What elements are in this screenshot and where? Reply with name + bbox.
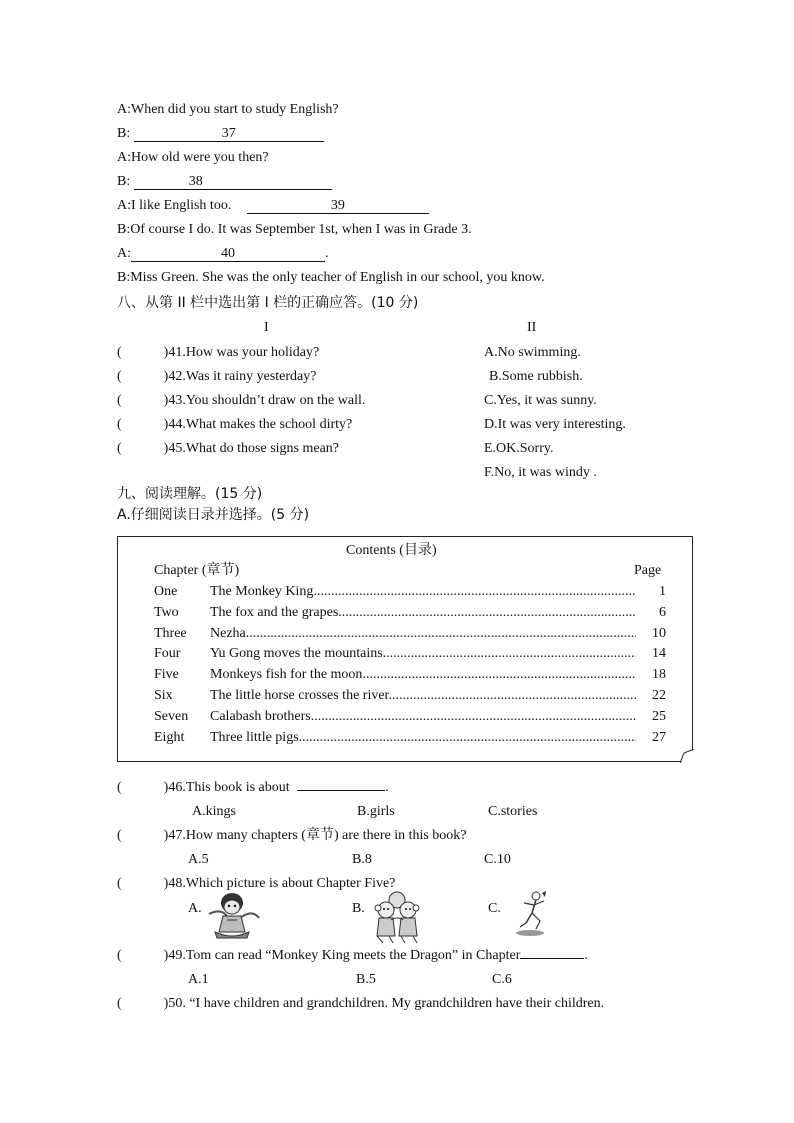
chapter-title-text: Nezha <box>210 626 246 641</box>
question-text: )50. “I have children and grandchildren. My grandchildren have their children. <box>163 996 605 1011</box>
punctuation: . <box>584 948 588 963</box>
chapter-title <box>210 666 636 684</box>
question-text: )46.This book is about <box>163 780 290 795</box>
answer-option-d: D.It was very interesting. <box>484 417 626 432</box>
chapter-number: Two <box>154 605 179 620</box>
speaker-label: A: <box>117 198 131 213</box>
option-47-c: C.10 <box>484 852 511 867</box>
option-48-a: A. <box>188 901 202 916</box>
chapter-title-text: The little horse crosses the river <box>210 688 389 703</box>
speaker-label: B: <box>117 174 131 189</box>
question-43 <box>117 392 365 410</box>
chapter-title-text: The Monkey King <box>210 584 314 599</box>
answer-paren[interactable]: ( <box>117 393 122 408</box>
toc-row <box>154 583 666 601</box>
dialogue-line-7 <box>117 245 329 263</box>
chapter-title <box>210 645 636 663</box>
question-text: )42.Was it rainy yesterday? <box>163 369 317 384</box>
question-50 <box>117 995 604 1013</box>
chapter-number: Five <box>154 667 179 682</box>
answer-paren[interactable]: ( <box>117 369 122 384</box>
question-47 <box>117 827 467 845</box>
dialogue-line-4 <box>117 173 332 191</box>
dialogue-text: Miss Green. She was the only teacher of English in our school, you know. <box>130 270 545 285</box>
punctuation: . <box>325 246 329 261</box>
answer-paren[interactable]: ( <box>117 996 122 1011</box>
dialogue-line-5 <box>117 197 429 215</box>
question-49 <box>117 947 588 965</box>
blank-number: 38 <box>188 174 203 189</box>
question-text: )43.You shouldn’t draw on the wall. <box>163 393 366 408</box>
toc-row <box>154 604 666 622</box>
question-46 <box>117 779 389 797</box>
question-text: )45.What do those signs mean? <box>163 441 340 456</box>
monkeys-picture <box>373 890 421 944</box>
speaker-label: A: <box>117 246 131 261</box>
dialogue-line-2 <box>117 125 324 143</box>
chapter-number: Four <box>154 646 181 661</box>
question-text: )48.Which picture is about Chapter Five? <box>163 876 396 891</box>
chapter-title-text: Yu Gong moves the mountains <box>210 646 383 661</box>
answer-blank[interactable] <box>520 958 584 959</box>
answer-option-b: B.Some rubbish. <box>489 369 583 384</box>
speaker-label: A: <box>117 102 131 117</box>
option-46-c: C.stories <box>488 804 538 819</box>
option-49-b: B.5 <box>356 972 376 987</box>
toc-row <box>154 625 666 643</box>
chapter-title <box>210 583 636 601</box>
question-text: )41.How was your holiday? <box>163 345 320 360</box>
option-49-a: A.1 <box>188 972 209 987</box>
chapter-page: 18 <box>652 667 666 682</box>
nezha-picture <box>203 890 261 940</box>
answer-option-a: A.No swimming. <box>484 345 581 360</box>
option-46-a: A.kings <box>192 804 236 819</box>
speaker-label: B: <box>117 222 131 237</box>
answer-blank-39[interactable] <box>247 198 429 214</box>
option-46-b: B.girls <box>357 804 395 819</box>
question-text: )49.Tom can read “Monkey King meets the Dragon” in Chapter <box>163 948 521 963</box>
option-47-b: B.8 <box>352 852 372 867</box>
answer-paren[interactable]: ( <box>117 417 122 432</box>
speaker-label: B: <box>117 270 131 285</box>
question-text: )44.What makes the school dirty? <box>163 417 353 432</box>
section-8-heading: 八、从第 II 栏中选出第 I 栏的正确应答。(10 分) <box>117 295 419 311</box>
answer-paren[interactable]: ( <box>117 780 122 795</box>
speaker-label: A: <box>117 150 131 165</box>
answer-paren[interactable]: ( <box>117 345 122 360</box>
dialogue-text: When did you start to study English? <box>131 102 339 117</box>
dialogue-text: Of course I do. It was September 1st, when I was in Grade 3. <box>130 222 472 237</box>
question-41 <box>117 344 319 362</box>
chapter-title-text: Three little pigs <box>210 730 299 745</box>
option-48-b: B. <box>352 901 365 916</box>
answer-paren[interactable]: ( <box>117 828 122 843</box>
chapter-header: Chapter (章节) <box>154 563 240 578</box>
dialogue-text: I like English too. <box>131 198 232 213</box>
option-49-c: C.6 <box>492 972 512 987</box>
toc-row <box>154 687 666 705</box>
answer-blank[interactable] <box>297 790 385 791</box>
contents-title: Contents (目录) <box>346 543 437 558</box>
chapter-page: 22 <box>652 688 666 703</box>
chapter-title-text: Monkeys fish for the moon <box>210 667 363 682</box>
option-47-a: A.5 <box>188 852 209 867</box>
speaker-label: B: <box>117 126 131 141</box>
chapter-title-text: Calabash brothers <box>210 709 311 724</box>
dialogue-text: How old were you then? <box>131 150 269 165</box>
chapter-number: Six <box>154 688 173 703</box>
question-42 <box>117 368 317 386</box>
dialogue-line-8 <box>117 269 545 287</box>
chapter-title-text: The fox and the grapes <box>210 605 339 620</box>
answer-paren[interactable]: ( <box>117 441 122 456</box>
blank-number: 40 <box>221 246 235 261</box>
answer-blank-40[interactable] <box>131 246 325 262</box>
chapter-title <box>210 604 636 622</box>
answer-option-c: C.Yes, it was sunny. <box>484 393 597 408</box>
chapter-page: 14 <box>652 646 666 661</box>
dialogue-line-1 <box>117 101 339 119</box>
toc-row <box>154 645 666 663</box>
question-text: )47.How many chapters (章节) are there in this book? <box>163 828 467 843</box>
question-44 <box>117 416 352 434</box>
toc-row <box>154 666 666 684</box>
chapter-title <box>210 708 636 726</box>
chapter-page: 10 <box>652 626 666 641</box>
answer-paren[interactable]: ( <box>117 876 122 891</box>
punctuation: . <box>385 780 389 795</box>
answer-paren[interactable]: ( <box>117 948 122 963</box>
chapter-title <box>210 625 636 643</box>
chapter-page: 6 <box>659 605 666 620</box>
toc-row <box>154 708 666 726</box>
question-45 <box>117 440 339 458</box>
section-9a-heading: A.仔细阅读日录并选择。(5 分) <box>117 507 310 523</box>
answer-option-e: E.OK.Sorry. <box>484 441 554 456</box>
blank-number: 39 <box>330 198 345 213</box>
answer-option-f: F.No, it was windy . <box>484 465 597 480</box>
dialogue-line-3 <box>117 149 269 167</box>
chapter-number: One <box>154 584 178 599</box>
chapter-page: 25 <box>652 709 666 724</box>
chapter-number: Eight <box>154 730 185 745</box>
chapter-number: Seven <box>154 709 189 724</box>
toc-row <box>154 729 666 747</box>
little-figure-picture <box>510 889 550 937</box>
dialogue-line-6 <box>117 221 472 239</box>
chapter-title <box>210 687 636 705</box>
column-2-header: II <box>527 320 537 335</box>
chapter-page: 1 <box>659 584 666 599</box>
answer-blank-37[interactable] <box>134 126 324 142</box>
chapter-title <box>210 729 636 747</box>
chapter-number: Three <box>154 626 187 641</box>
chapter-page: 27 <box>652 730 666 745</box>
section-9-heading: 九、阅读理解。(15 分) <box>117 486 263 502</box>
page-curl-decoration <box>680 749 694 763</box>
page-header: Page <box>634 563 662 578</box>
blank-number: 37 <box>221 126 236 141</box>
option-48-c: C. <box>488 901 501 916</box>
column-1-header: I <box>264 320 269 335</box>
answer-blank-38[interactable] <box>134 174 332 190</box>
